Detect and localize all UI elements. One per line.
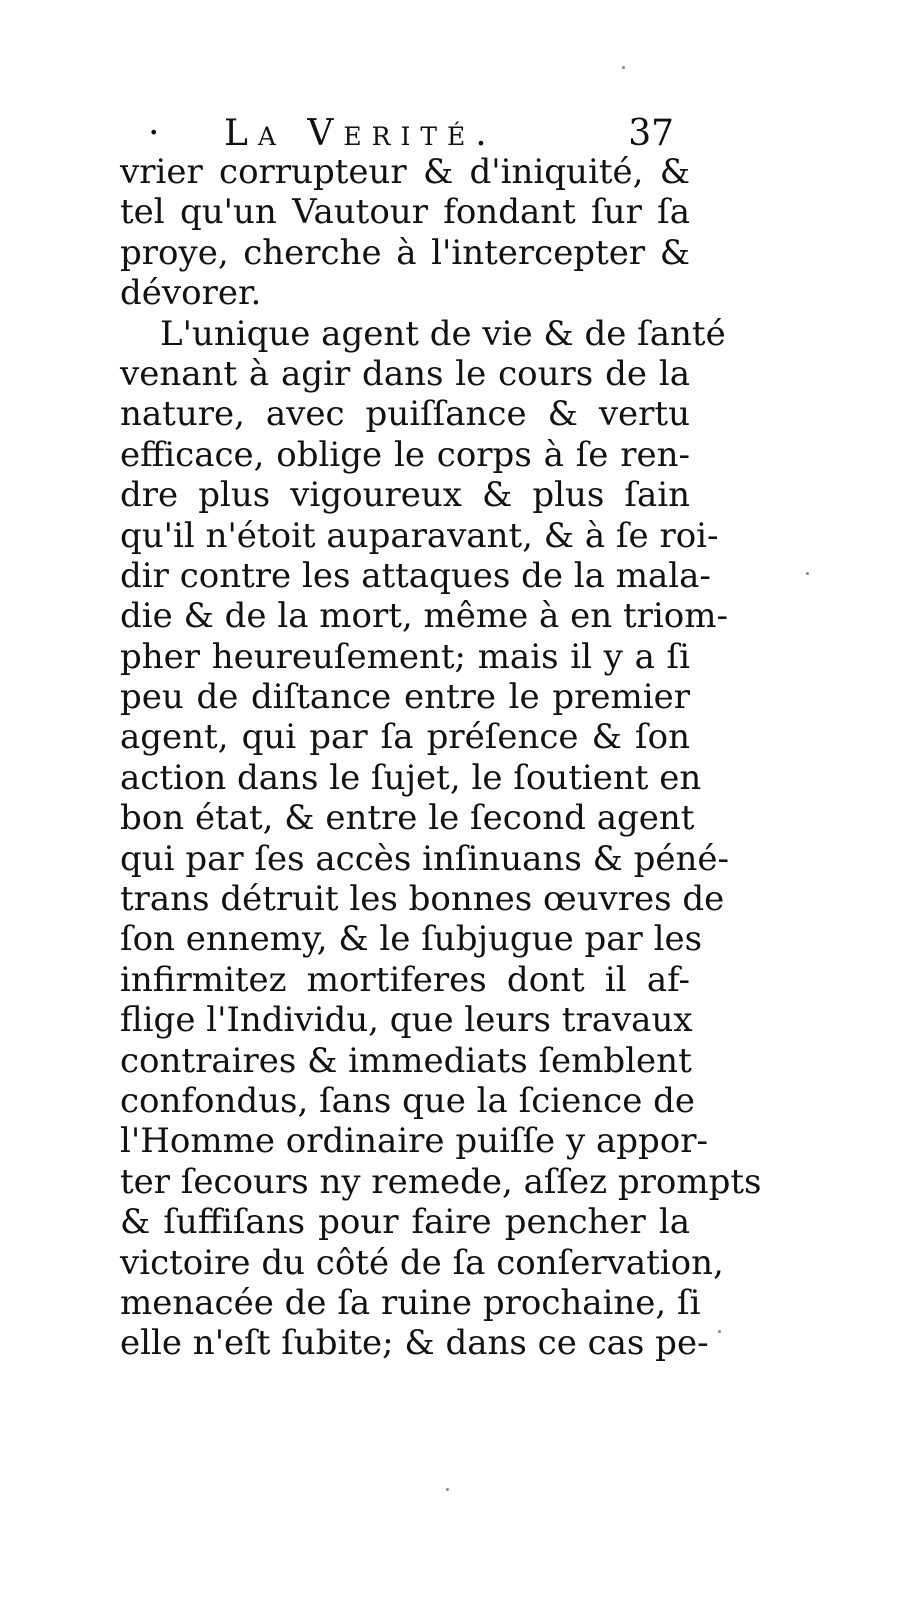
text-line: tel qu'un Vautour fondant ſur ſa <box>120 192 690 233</box>
text-line: peu de diſtance entre le premier <box>120 677 690 718</box>
text-line: agent, qui par ſa préſence & ſon <box>120 717 690 758</box>
text-line: efficace, oblige le corps à ſe ren- <box>120 434 690 475</box>
text-line: infirmitez mortiferes dont il af- <box>120 959 690 1000</box>
text-line: qui par ſes accès inſinuans & péné- <box>120 838 730 879</box>
paper-speck <box>446 1488 449 1491</box>
text-line: elle n'eſt ſubite; & dans ce cas pe- <box>120 1323 709 1364</box>
text-line: venant à agir dans le cours de la <box>120 353 690 394</box>
text-line: victoire du côté de ſa conſervation, <box>120 1242 724 1283</box>
text-line: qu'il n'étoit auparavant, & à ſe roi- <box>120 515 719 556</box>
text-line: ſon ennemy, & le ſubjugue par les <box>120 919 703 960</box>
text-line: & ſuffiſans pour faire pencher la <box>120 1202 690 1243</box>
text-line: vrier corrupteur & d'iniquité, & <box>120 152 690 192</box>
text-line: L'unique agent de vie & de ſanté <box>160 313 726 354</box>
text-line: confondus, ſans que la ſcience de <box>120 1080 696 1121</box>
body-text <box>120 152 762 1364</box>
text-line: dir contre les attaques de la mala- <box>120 555 711 596</box>
text-line: contraires & immediats ſemblent <box>120 1040 692 1081</box>
text-line: bon état, & entre le ſecond agent <box>120 798 695 839</box>
text-line: nature, avec puiſſance & vertu <box>120 394 690 435</box>
text-line: dévorer. <box>120 273 262 314</box>
text-line: proye, cherche à l'intercepter & <box>120 232 690 273</box>
text-line: trans détruit les bonnes œuvres de <box>120 879 725 920</box>
running-head-dot: · <box>148 113 170 154</box>
paper-speck <box>622 66 625 69</box>
paper-speck <box>806 572 809 575</box>
page-number: 37 <box>628 113 674 154</box>
text-line: ter ſecours ny remede, aſſez prompts <box>120 1161 762 1202</box>
text-line: flige l'Individu, que leurs travaux <box>120 1000 693 1041</box>
text-line: action dans le ſujet, le ſoutient en <box>120 757 702 798</box>
text-line: dre plus vigoureux & plus ſain <box>120 475 690 516</box>
paper-speck <box>718 1330 721 1333</box>
running-head-title: La Verité. <box>224 113 497 154</box>
text-line: menacée de ſa ruine prochaine, ſi <box>120 1282 701 1323</box>
text-line: l'Homme ordinaire puiſſe y appor- <box>120 1121 708 1162</box>
text-line: die & de la mort, même à en triom- <box>120 596 728 637</box>
text-line: pher heureuſement; mais il y a ſi <box>120 636 690 677</box>
